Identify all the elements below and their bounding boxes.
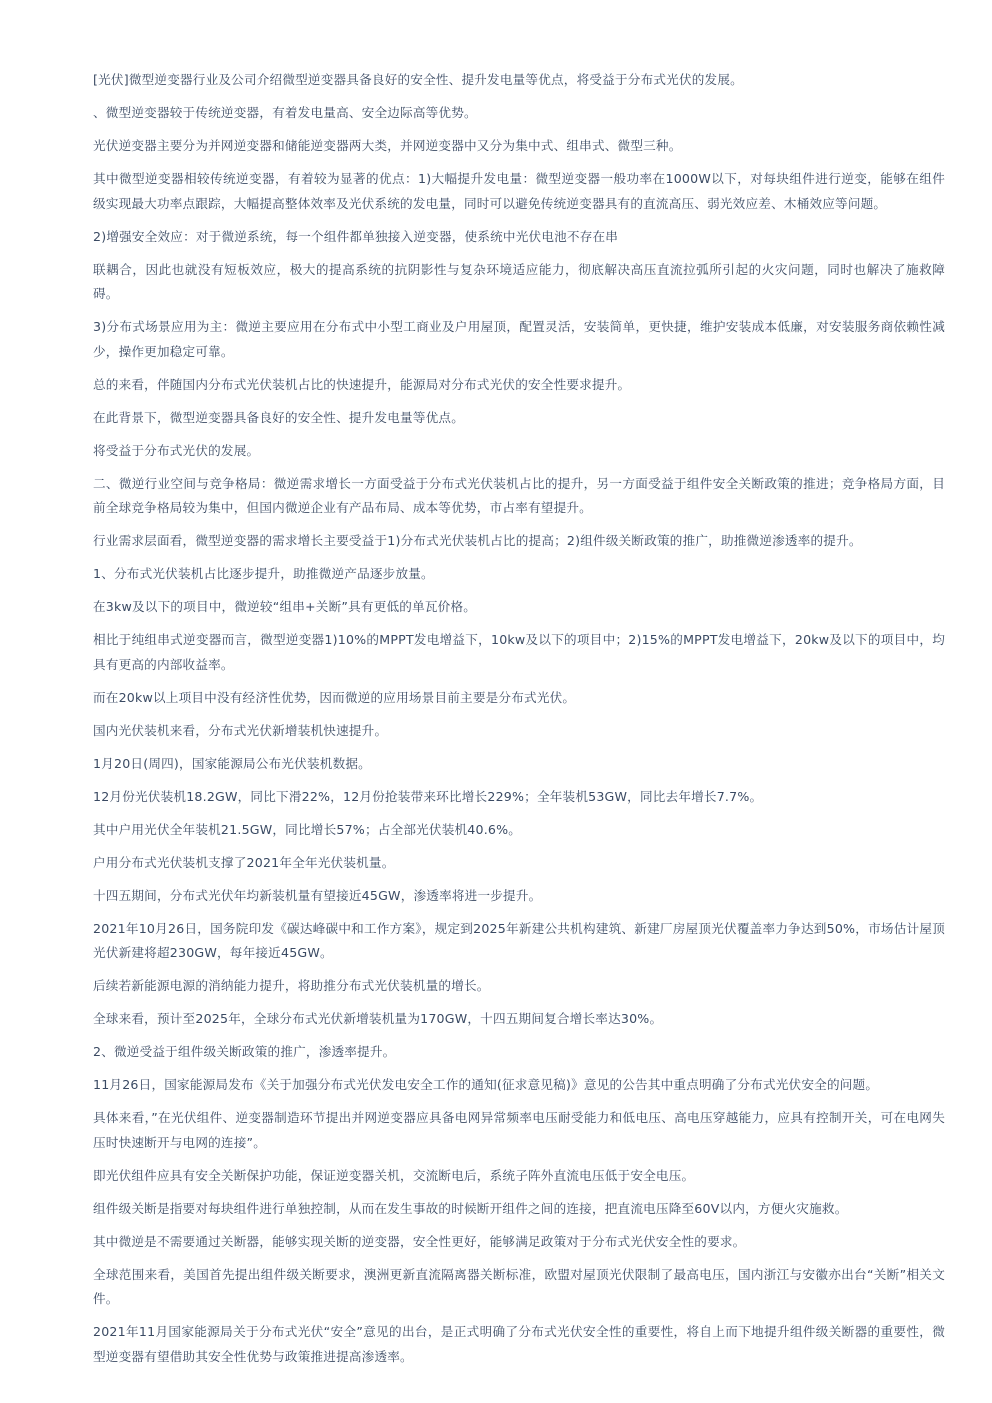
paragraph: 国内光伏装机来看，分布式光伏新增装机快速提升。 — [93, 722, 388, 738]
paragraph: 总的来看，伴随国内分布式光伏装机占比的快速提升，能源局对分布式光伏的安全性要求提升。 — [93, 376, 631, 392]
paragraph: 、微型逆变器较于传统逆变器，有着发电量高、安全边际高等优势。 — [93, 105, 477, 120]
paragraph: 在此背景下，微型逆变器具备良好的安全性、提升发电量等优点。 — [93, 409, 465, 425]
paragraph: 2)增强安全效应：对于微逆系统，每一个组件都单独接入逆变器，使系统中光伏电池不存在串 — [93, 228, 619, 244]
paragraph: 具体来看，”在光伏组件、逆变器制造环节提出并网逆变器应具备电网异常频率电压耐受能力和低电压、高电压穿越能力，应具有控制开关，可在电网失压时快速断开与电网的连接”。 — [93, 1110, 945, 1150]
paragraph: 组件级关断是指要对每块组件进行单独控制，从而在发生事故的时候断开组件之间的连接，把直流电压降至60V以内，方便火灾施救。 — [93, 1200, 848, 1216]
paragraph: 联耦合，因此也就没有短板效应，极大的提高系统的抗阴影性与复杂环境适应能力，彻底解决高压直流拉弧所引起的火灾问题，同时也解决了施救障碍。 — [93, 261, 945, 301]
paragraph: 2021年10月26日，国务院印发《碳达峰碳中和工作方案》，规定到2025年新建公共机构建筑、新建厂房屋顶光伏覆盖率力争达到50%，市场估计屋顶光伏新建将超230GW，每年接近45GW。 — [93, 920, 945, 960]
paragraph: 1、分布式光伏装机占比逐步提升，助推微逆产品逐步放量。 — [93, 566, 434, 581]
paragraph: 十四五期间，分布式光伏年均新装机量有望接近45GW，渗透率将进一步提升。 — [93, 887, 542, 903]
paragraph: 后续若新能源电源的消纳能力提升，将助推分布式光伏装机量的增长。 — [93, 978, 490, 993]
paragraph: 在3kw及以下的项目中，微逆较“组串+关断”具有更低的单瓦价格。 — [93, 599, 477, 614]
paragraph: 全球来看，预计至2025年，全球分布式光伏新增装机量为170GW，十四五期间复合增长率达30%。 — [93, 1011, 663, 1026]
paragraph: 11月26日，国家能源局发布《关于加强分布式光伏发电安全工作的通知(征求意见稿)》意见的公告其中重点明确了分布式光伏安全的问题。 — [93, 1077, 879, 1092]
paragraph: 12月份光伏装机18.2GW，同比下滑22%，12月份抢装带来环比增长229%；全年装机53GW，同比去年增长7.7%。 — [93, 788, 763, 804]
paragraph: 光伏逆变器主要分为并网逆变器和储能逆变器两大类，并网逆变器中又分为集中式、组串式、微型三种。 — [93, 138, 682, 153]
paragraph: 3)分布式场景应用为主：微逆主要应用在分布式中小型工商业及户用屋顶，配置灵活，安装简单，更快捷，维护安装成本低廉，对安装服务商依赖性减少，操作更加稳定可靠。 — [93, 319, 945, 359]
paragraph: 2、微逆受益于组件级关断政策的推广，渗透率提升。 — [93, 1044, 396, 1059]
paragraph: 即光伏组件应具有安全关断保护功能，保证逆变器关机，交流断电后，系统子阵外直流电压低于安全电压。 — [93, 1167, 695, 1183]
paragraph: 其中微型逆变器相较传统逆变器，有着较为显著的优点：1)大幅提升发电量：微型逆变器一般功率在1000W以下，对每块组件进行逆变，能够在组件级实现最大功率点跟踪，大幅提高整体效率及光伏系统的发电量，同时可以避免传统逆变器具有的直流高压、弱光效应差、木桶效应等问题。 — [93, 171, 945, 211]
paragraph: 户用分布式光伏装机支撑了2021年全年光伏装机量。 — [93, 854, 395, 870]
paragraph: 二、微逆行业空间与竞争格局：微逆需求增长一方面受益于分布式光伏装机占比的提升，另一方面受益于组件安全关断政策的推进；竞争格局方面，目前全球竞争格局较为集中，但国内微逆企业有产品布局、成本等优势，市占率有望提升。 — [93, 475, 945, 515]
paragraph: 其中微逆是不需要通过关断器，能够实现关断的逆变器，安全性更好，能够满足政策对于分布式光伏安全性的要求。 — [93, 1233, 746, 1249]
paragraph: 2021年11月国家能源局关于分布式光伏“安全”意见的出台，是正式明确了分布式光伏安全性的重要性，将自上而下地提升组件级关断器的重要性，微型逆变器有望借助其安全性优势与政策推进提高渗透率。 — [93, 1324, 945, 1364]
document-body — [93, 68, 945, 1378]
paragraph: 相比于纯组串式逆变器而言，微型逆变器1)10%的MPPT发电增益下，10kw及以下的项目中；2)15%的MPPT发电增益下，20kw及以下的项目中，均具有更高的内部收益率。 — [93, 632, 945, 672]
paragraph: 1月20日(周四)，国家能源局公布光伏装机数据。 — [93, 755, 371, 771]
paragraph: 而在20kw以上项目中没有经济性优势，因而微逆的应用场景目前主要是分布式光伏。 — [93, 689, 576, 705]
paragraph: 行业需求层面看，微型逆变器的需求增长主要受益于1)分布式光伏装机占比的提高；2)组件级关断政策的推广，助推微逆渗透率的提升。 — [93, 533, 862, 548]
paragraph: [光伏]微型逆变器行业及公司介绍微型逆变器具备良好的安全性、提升发电量等优点，将受益于分布式光伏的发展。 — [93, 72, 743, 87]
paragraph: 全球范围来看，美国首先提出组件级关断要求，澳洲更新直流隔离器关断标准，欧盟对屋顶光伏限制了最高电压，国内浙江与安徽亦出台“关断”相关文件。 — [93, 1266, 945, 1306]
paragraph: 将受益于分布式光伏的发展。 — [93, 442, 260, 458]
paragraph: 其中户用光伏全年装机21.5GW，同比增长57%；占全部光伏装机40.6%。 — [93, 821, 522, 837]
